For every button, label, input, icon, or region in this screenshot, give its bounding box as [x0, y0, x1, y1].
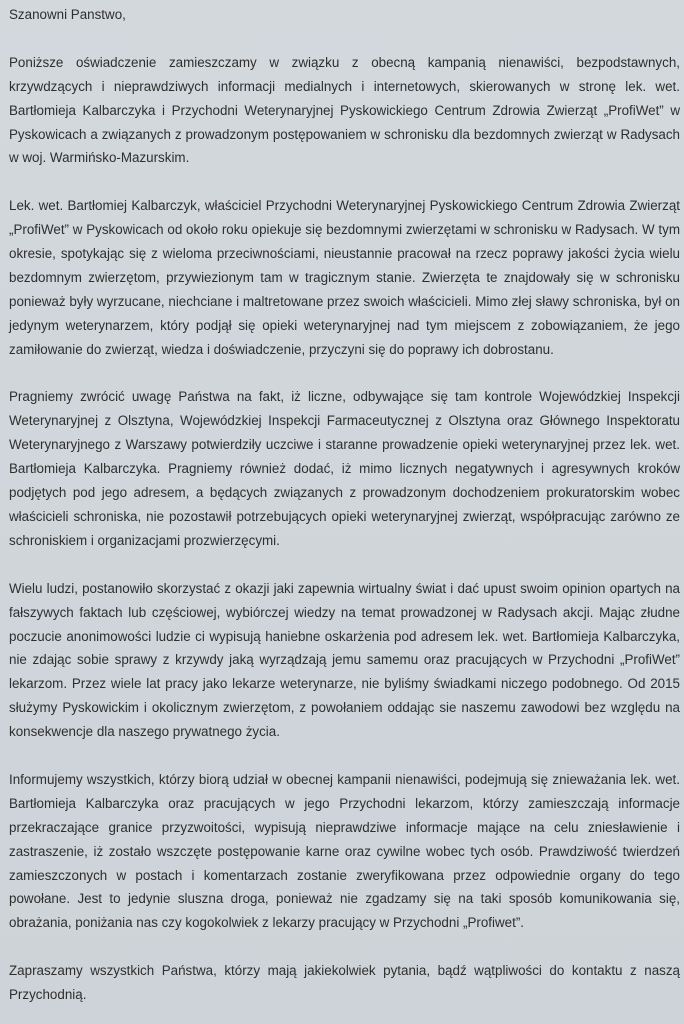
letter-greeting: Szanowni Panstwo, [9, 7, 126, 22]
paragraph-legal-action: Informujemy wszystkich, którzy biorą udział w obecnej kampanii nienawiści, podejmują się znieważania lek. wet. Bartłomieja Kalbarczyka oraz pracujących w jego Przychodni lekarzom, którzy zamieszczają informacje przekraczające granice przyzwoitości, wypisują nieprawdziwe informacje mające na celu zniesławienie i zastraszenie, iż zostało wszczęte postępowanie karne oraz cywilne wobec tych osób. Prawdziwość twierdzeń zamieszczonych w postach i komentarzach zostanie zweryfikowana przez odpowiednie organy do tego powołane. Jest to jedynie sluszna droga, ponieważ nie zgadzamy się na taki sposób komunikowania się, obrażania, poniżania nas czy kogokolwiek z lekarzy pracujący w Przychodni „Profiwet”. [9, 771, 680, 931]
paragraph-online-accusations: Wielu ludzi, postanowiło skorzystać z okazji jaki zapewnia wirtualny świat i dać upust swoim opinion opartych na fałszywych faktach lub częściowej, wybiórczej wiedzy na temat prowadzonej w Radysach akcji. Mając złudne poczucie anonimowości ludzie ci wypisują haniebne oskarżenia pod adresem lek. wet. Bartłomieja Kalbarczyka, nie zdając sobie sprawy z krzywdy jaką wyrządzają jemu samemu oraz pracujących w Przychodni „ProfiWet” lekarzom. Przez wiele lat pracy jako lekarze weterynarze, nie byliśmy świadkami niczego podobnego. Od 2015 służymy Pyskowickim i okolicznym zwierzętom, z powołaniem oddając sie naszemu zawodowi bez względu na konsekwencje dla naszego prywatnego życia. [9, 580, 680, 740]
letter-body [9, 3, 680, 1007]
paragraph-contact-invitation: Zapraszamy wszystkich Państwa, którzy mają jakiekolwiek pytania, bądź wątpliwości do kontaktu z naszą Przychodnią. [9, 963, 680, 1003]
paragraph-inspections: Pragniemy zwrócić uwagę Państwa na fakt, iż liczne, odbywające się tam kontrole Wojewódzkiej Inspekcji Weterynaryjnej z Olsztyna, Wojewódzkiej Inspekcji Farmaceutycznej z Olsztyna oraz Głównego Inspektoratu Weterynaryjnego z Warszawy potwierdziły uczciwe i staranne prowadzenie opieki weterynaryjnej przez lek. wet. Bartłomieja Kalbarczyka. Pragniemy również dodać, iż mimo licznych negatywnych i agresywnych kroków podjętych pod jego adresem, a będących związanych z prowadzonym dochodzeniem prokuratorskim wobec właścicieli schroniska, nie pozostawił potrzebujących opieki weterynaryjnej zwierząt, współpracując zarówno ze schroniskiem i organizacjami prozwierzęcymi. [9, 389, 680, 548]
paragraph-veterinarian-background: Lek. wet. Bartłomiej Kalbarczyk, właściciel Przychodni Weterynaryjnej Pyskowickiego Centrum Zdrowia Zwierząt „ProfiWet” w Pyskowicach od około roku opiekuje się bezdomnymi zwierzętami w schronisku w Radysach. W tym okresie, spotykając się z wieloma przeciwnościami, nieustannie pracował na rzecz poprawy jakości życia wielu bezdomnym zwierzętom, przywiezionym tam w tragicznym stanie. Zwierzęta te znajdowały się w schronisku ponieważ były wyrzucane, niechciane i maltretowane przez swoich właścicieli. Mimo złej sławy schroniska, był on jedynym weterynarzem, który podjął się opieki weterynaryjnej nad tym miejscem z zobowiązaniem, że jego zamiłowanie do zwierząt, wiedza i doświadczenie, przyczyni się do poprawy ich dobrostanu. [9, 198, 680, 357]
paragraph-statement-intro: Poniższe oświadczenie zamieszczamy w związku z obecną kampanią nienawiści, bezpodstawnych, krzywdzących i nieprawdziwych informacji medialnych i internetowych, skierowanych w stronę lek. wet. Bartłomieja Kalbarczyka i Przychodni Weterynaryjnej Pyskowickiego Centrum Zdrowia Zwierząt „ProfiWet” w Pyskowicach a związanych z prowadzonym postępowaniem w schronisku dla bezdomnych zwierząt w Radysach w woj. Warmińsko-Mazurskim. [9, 54, 680, 166]
